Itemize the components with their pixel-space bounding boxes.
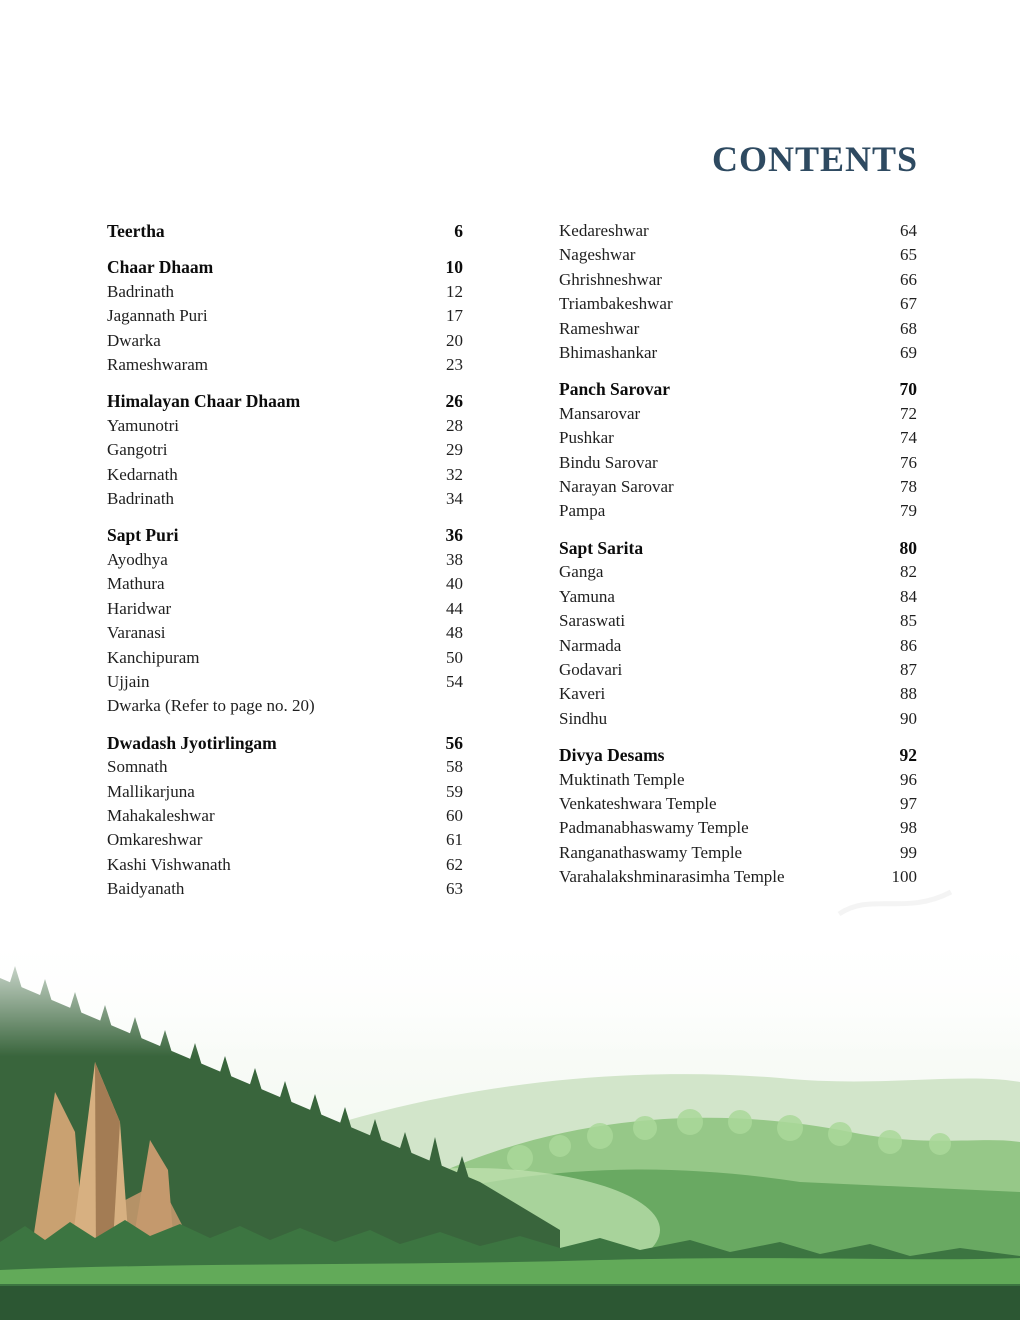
toc-entry <box>107 597 463 621</box>
toc-entry-page: 40 <box>446 574 463 594</box>
toc-entry-page: 97 <box>900 793 917 813</box>
toc-entry-label: Padmanabhaswamy Temple <box>559 818 749 838</box>
toc-entry-page: 84 <box>900 586 917 606</box>
toc-entry-page: 82 <box>900 562 917 582</box>
toc-entry-page: 99 <box>900 842 917 862</box>
toc-entry-label: Baidyanath <box>107 879 185 899</box>
toc-entry-label: Ranganathaswamy Temple <box>559 842 743 862</box>
toc-entry <box>559 792 917 816</box>
toc-entry-page: 72 <box>900 403 917 423</box>
toc-entry-page: 17 <box>446 306 463 326</box>
toc-heading <box>107 389 463 413</box>
toc-entry-label: Sapt Sarita <box>559 537 644 558</box>
toc-entry-page: 69 <box>900 343 917 363</box>
toc-heading <box>559 743 917 767</box>
toc-entry <box>559 658 917 682</box>
toc-entry-label: Narmada <box>559 635 622 655</box>
toc-heading <box>107 731 463 755</box>
toc-entry <box>107 828 463 852</box>
toc-entry <box>559 768 917 792</box>
toc-entry <box>559 426 917 450</box>
toc-entry <box>107 755 463 779</box>
toc-entry-page: 96 <box>900 769 917 789</box>
toc-entry <box>559 682 917 706</box>
toc-entry-label: Muktinath Temple <box>559 769 685 789</box>
toc-entry-page: 28 <box>446 415 463 435</box>
toc-entry-page: 85 <box>900 611 917 631</box>
toc-entry <box>559 292 917 316</box>
toc-entry-page: 56 <box>445 732 463 753</box>
toc-entry <box>107 280 463 304</box>
toc-entry-label: Badrinath <box>107 281 175 301</box>
toc-entry-page: 66 <box>900 269 917 289</box>
toc-entry-label: Rameshwar <box>559 318 640 338</box>
toc-entry-page: 92 <box>899 745 917 766</box>
toc-entry-label: Teertha <box>107 221 165 241</box>
toc-entry <box>107 329 463 353</box>
toc-entry-page: 67 <box>900 294 917 314</box>
toc-entry-page: 58 <box>446 757 463 777</box>
toc-heading <box>559 536 917 560</box>
toc-entry <box>559 243 917 267</box>
toc-entry-page: 79 <box>900 501 917 521</box>
toc-entry <box>107 646 463 670</box>
toc-entry-page: 65 <box>900 245 917 265</box>
toc-entry <box>559 317 917 341</box>
toc-heading <box>107 523 463 547</box>
toc-entry-page: 80 <box>899 537 917 558</box>
toc-entry-page: 70 <box>899 379 917 400</box>
toc-entry <box>559 609 917 633</box>
toc-entry-page: 59 <box>446 781 463 801</box>
toc-entry-page: 88 <box>900 684 917 704</box>
toc-entry-label: Saraswati <box>559 611 626 631</box>
toc-entry-label: Bindu Sarovar <box>559 452 658 472</box>
toc-entry-label: Kanchipuram <box>107 647 200 667</box>
toc-entry <box>107 572 463 596</box>
toc-entry <box>107 414 463 438</box>
toc-entry <box>559 585 917 609</box>
toc-entry <box>559 268 917 292</box>
toc-entry-page: 61 <box>446 830 463 850</box>
toc-entry <box>107 487 463 511</box>
toc-entry-label: Mansarovar <box>559 403 641 423</box>
toc-entry <box>107 438 463 462</box>
decorative-swoosh <box>835 882 955 924</box>
toc-entry <box>559 219 917 243</box>
toc-entry <box>107 804 463 828</box>
toc-entry-label: Dwadash Jyotirlingam <box>107 732 277 753</box>
toc-entry <box>107 353 463 377</box>
toc-entry-label: Jagannath Puri <box>107 306 208 326</box>
toc-entry-label: Sapt Puri <box>107 525 179 546</box>
toc-entry-label: Rameshwaram <box>107 355 209 375</box>
toc-entry-page: 12 <box>446 281 463 301</box>
toc-entry-label: Himalayan Chaar Dhaam <box>107 391 301 412</box>
toc-entry-label: Pampa <box>559 501 606 521</box>
toc-entry-page: 98 <box>900 818 917 838</box>
mountain-forest-graphic <box>0 930 1020 1320</box>
toc-entry-label: Ganga <box>559 562 604 582</box>
toc-entry <box>107 877 463 901</box>
toc-heading <box>559 377 917 401</box>
toc-entry-page: 54 <box>446 671 463 691</box>
toc-entry-label: Nageshwar <box>559 245 636 265</box>
toc-entry-page: 44 <box>446 598 463 618</box>
toc-entry-label: Yamunotri <box>107 415 179 435</box>
toc-entry-page: 36 <box>445 525 463 546</box>
toc-entry <box>107 670 463 694</box>
toc-entry-page: 62 <box>446 854 463 874</box>
toc-entry <box>107 694 463 718</box>
page-title: CONTENTS <box>712 139 919 179</box>
toc-entry-page: 38 <box>446 549 463 569</box>
toc-entry-label: Kedareshwar <box>559 221 649 240</box>
toc-entry-page: 90 <box>900 708 917 728</box>
toc-entry-page: 86 <box>900 635 917 655</box>
toc-entry-label: Mathura <box>107 574 165 594</box>
toc-entry <box>559 816 917 840</box>
toc-entry-label: Badrinath <box>107 489 175 509</box>
toc-entry-page: 50 <box>446 647 463 667</box>
toc-entry <box>107 463 463 487</box>
toc-entry-label: Varanasi <box>107 623 166 643</box>
toc-entry-label: Ujjain <box>107 671 150 691</box>
toc-entry <box>559 707 917 731</box>
toc-entry-label: Dwarka <box>107 330 161 350</box>
toc-entry-label: Kaveri <box>559 684 606 704</box>
toc-entry-label: Mallikarjuna <box>107 781 195 801</box>
toc-entry-label: Bhimashankar <box>559 343 658 363</box>
toc-entry-page: 48 <box>446 623 463 643</box>
toc-entry-label: Pushkar <box>559 428 614 448</box>
toc-entry <box>107 780 463 804</box>
toc-entry-page: 10 <box>445 257 463 278</box>
toc-entry-page: 64 <box>900 221 917 240</box>
toc-entry <box>559 475 917 499</box>
toc-entry <box>559 341 917 365</box>
toc-entry <box>559 499 917 523</box>
toc-entry-page: 32 <box>446 464 463 484</box>
scenic-photo <box>0 930 1020 1320</box>
toc-entry-page: 60 <box>446 805 463 825</box>
toc-entry-page: 26 <box>445 391 463 412</box>
toc-heading <box>107 255 463 279</box>
toc-entry-label: Panch Sarovar <box>559 379 670 400</box>
toc-entry-label: Gangotri <box>107 440 168 460</box>
toc-entry <box>559 841 917 865</box>
toc-entry <box>559 634 917 658</box>
toc-entry-label: Chaar Dhaam <box>107 257 214 278</box>
toc-entry-label: Varahalakshminarasimha Temple <box>559 867 785 887</box>
toc-entry-label: Yamuna <box>559 586 615 606</box>
toc-entry-page: 100 <box>891 867 917 887</box>
toc-entry-page: 68 <box>900 318 917 338</box>
toc <box>107 219 917 902</box>
toc-entry-label: Divya Desams <box>559 745 665 766</box>
toc-entry-page: 78 <box>900 477 917 497</box>
toc-entry-label: Somnath <box>107 757 168 777</box>
toc-entry-label: Kashi Vishwanath <box>107 854 231 874</box>
toc-entry <box>107 621 463 645</box>
toc-entry <box>107 304 463 328</box>
toc-entry-page: 20 <box>446 330 463 350</box>
toc-entry-label: Kedarnath <box>107 464 178 484</box>
toc-entry <box>559 451 917 475</box>
toc-entry <box>559 560 917 584</box>
toc-entry-label: Ghrishneshwar <box>559 269 662 289</box>
toc-entry-page: 29 <box>446 440 463 460</box>
toc-entry-page: 74 <box>900 428 917 448</box>
toc-entry-page: 87 <box>900 659 917 679</box>
toc-entry <box>107 548 463 572</box>
toc-entry-page: 34 <box>446 489 463 509</box>
toc-entry-label: Omkareshwar <box>107 830 203 850</box>
toc-entry-label: Mahakaleshwar <box>107 805 215 825</box>
toc-heading <box>107 219 463 243</box>
toc-entry-label: Narayan Sarovar <box>559 477 674 497</box>
toc-entry-page: 23 <box>446 355 463 375</box>
toc-right-column <box>559 219 917 902</box>
toc-entry-label: Godavari <box>559 659 623 679</box>
toc-entry <box>559 402 917 426</box>
toc-entry-label: Dwarka (Refer to page no. 20) <box>107 696 315 716</box>
toc-left-column <box>107 219 463 902</box>
toc-entry-label: Ayodhya <box>107 549 168 569</box>
toc-entry-label: Triambakeshwar <box>559 294 673 314</box>
toc-entry-label: Haridwar <box>107 598 172 618</box>
toc-entry-label: Sindhu <box>559 708 608 728</box>
toc-entry-page: 76 <box>900 452 917 472</box>
toc-entry <box>107 853 463 877</box>
toc-entry-page: 6 <box>454 221 463 241</box>
toc-entry-page: 63 <box>446 879 463 899</box>
toc-entry-label: Venkateshwara Temple <box>559 793 717 813</box>
